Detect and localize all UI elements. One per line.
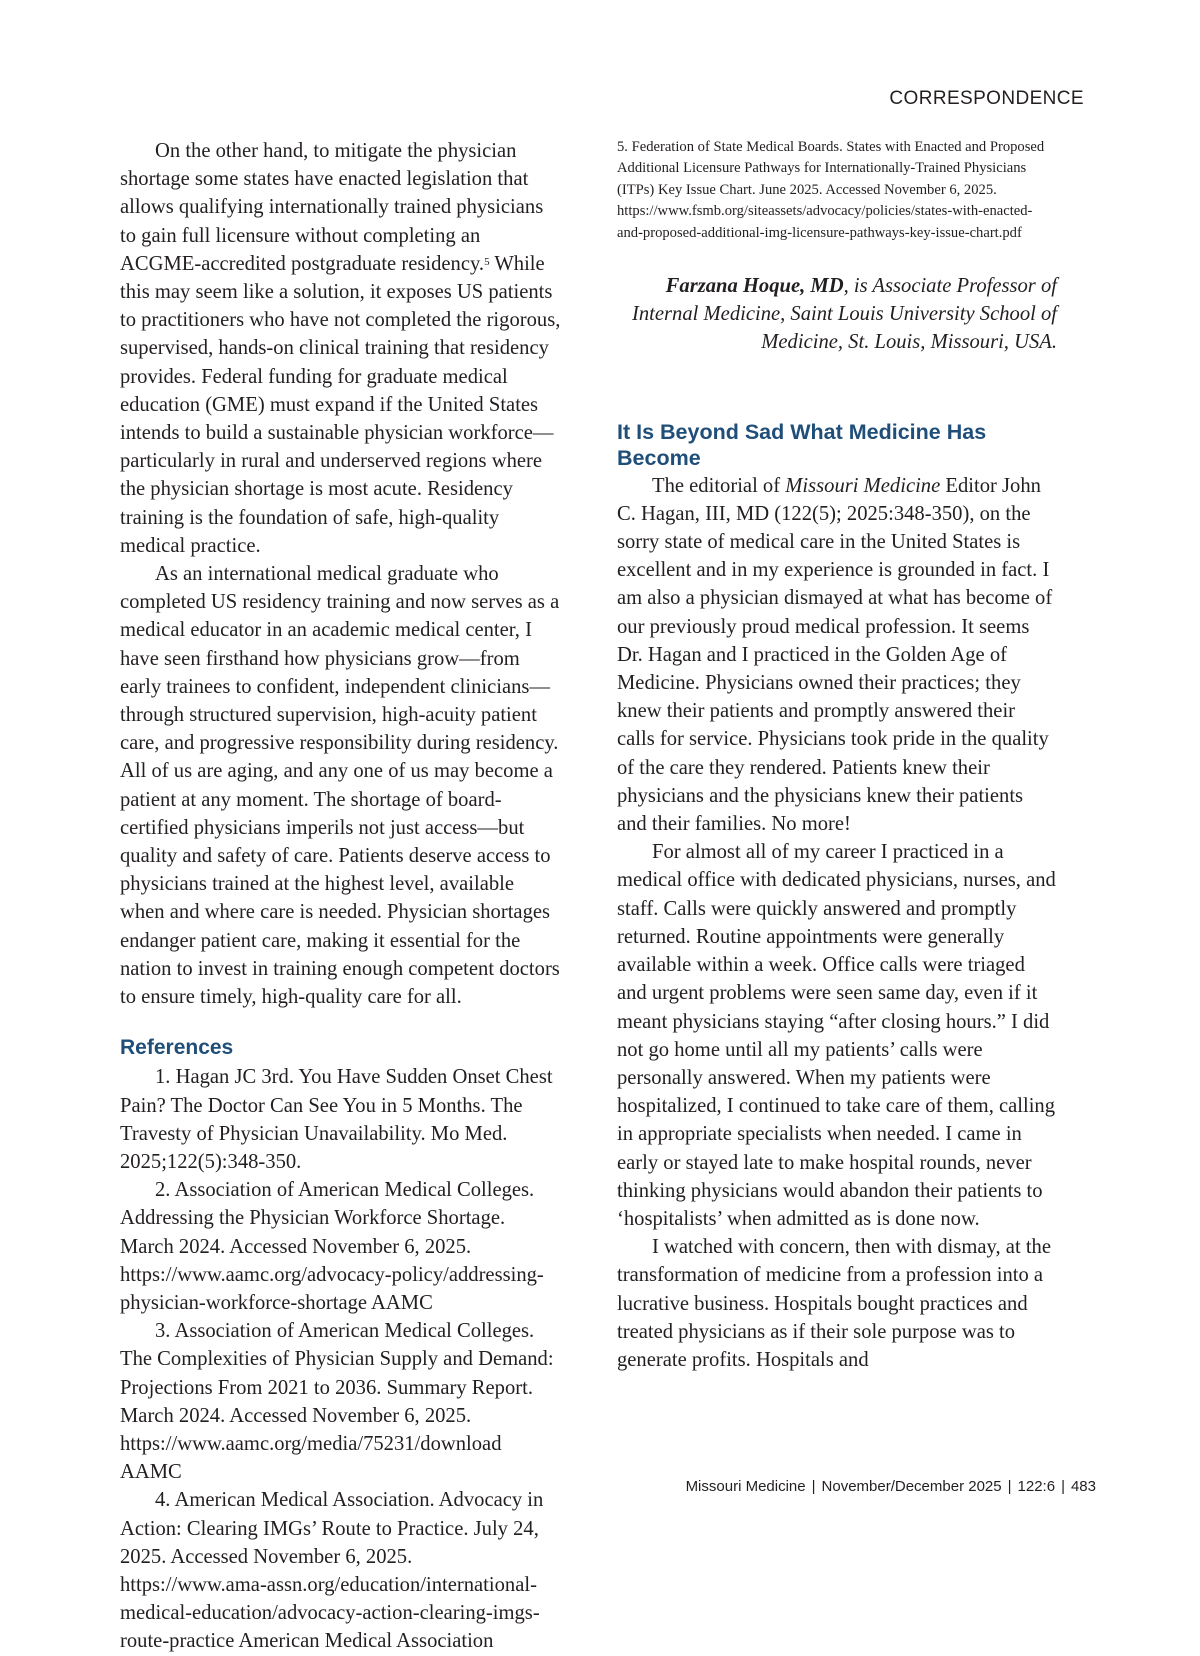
page-footer [686, 1478, 1096, 1495]
author-affiliation: , is Associate Professor of Internal Medicine, Saint Louis University School of Medicine, St. Louis, Missouri, USA. [632, 275, 1057, 354]
body-paragraph: For almost all of my career I practiced in a medical office with dedicated physicians, nurses, and staff. Calls were quickly answered and promptly returned. Routine appointments were generally available within a week. Office calls were triaged and urgent problems were seen same day, even if it meant physicians staying “after closing hours.” I did not go home until all my patients’ calls were personally answered. When my patients were hospitalized, I continued to take care of them, calling in appropriate specialists when needed. I came in early or stayed late to make hospital rounds, never thinking physicians would abandon their patients to ‘hospitalists’ when admitted as is done now. [617, 841, 1056, 1230]
body-paragraph: As an international medical graduate who completed US residency training and now serves as a medical educator in an academic medical center, I have seen firsthand how physicians grow—from early trainees to confident, independent clinicians—through structured supervision, high-acuity patient care, and progressive responsibility during residency. All of us are aging, and any one of us may become a patient at any moment. The shortage of board-certified physicians imperils not just access—but quality and safety of care. Patients deserve access to physicians trained at the highest level, available when and where care is needed. Physician shortages endanger patient care, making it essential for the nation to invest in training enough competent doctors to ensure timely, high-quality care for all. [120, 563, 560, 1009]
paragraph-text: On the other hand, to mitigate the physician shortage some states have enacted legislation that allows qualifying internationally trained physicians to gain full licensure without completing an ACGME-accredited postgraduate residency. [120, 140, 544, 275]
right-column [617, 137, 1057, 1374]
paragraph-text: The editorial of [652, 474, 786, 497]
body-paragraph [617, 472, 1057, 839]
body-paragraph [120, 137, 562, 560]
section-label: CORRESPONDENCE [889, 88, 1084, 109]
reference-item[interactable]: 5. Federation of State Medical Boards. States with Enacted and Proposed Additional Licensure Pathways for Internationally-Trained Physicians (ITPs) Key Issue Chart. June 2025. Accessed November 6, 2025. https://www.fsmb.org/siteassets/advocacy/policies/states-with-enacted-and-proposed-additional-img-licensure-pathways-key-issue-chart.pdf [617, 139, 1045, 241]
reference-item[interactable]: 3. Association of American Medical Colleges. The Complexities of Physician Supply and Demand: Projections From 2021 to 2036. Summary Report. March 2024. Accessed November 6, 2025. https://www.aamc.org/media/75231/download AAMC [120, 1320, 554, 1484]
body-paragraph: I watched with concern, then with dismay, at the transformation of medicine from a profession into a lucrative business. Hospitals bought practices and treated physicians as if their sole purpose was to generate profits. Hospitals and [617, 1236, 1051, 1371]
left-column [120, 137, 562, 1656]
page-number: 483 [1070, 1478, 1096, 1495]
footer-issue-date: November/December 2025 [821, 1478, 1002, 1495]
reference-item[interactable]: 4. American Medical Association. Advocacy in Action: Clearing IMGs’ Route to Practice. July 24, 2025. Accessed November 6, 2025. https://www.ama-assn.org/education/international-medical-education/advocacy-action-clearing-imgs-route-practice American Medical Association [120, 1489, 544, 1653]
author-bio [617, 272, 1057, 357]
journal-name: Missouri Medicine [785, 474, 941, 497]
reference-item[interactable]: 2. Association of American Medical Colleges. Addressing the Physician Workforce Shortage. March 2024. Accessed November 6, 2025. https://www.aamc.org/advocacy-policy/addressing-physician-workforce-shortage AAMC [120, 1179, 544, 1314]
footer-separator: | [1007, 1478, 1012, 1495]
reference-superscript[interactable]: 5 [484, 255, 490, 268]
article-title: It Is Beyond Sad What Medicine Has Become [617, 419, 987, 471]
paragraph-text: Editor John C. Hagan, III, MD (122(5); 2025:348-350), on the sorry state of medical care in the United States is excellent and in my experience is grounded in fact. I am also a physician dismayed at what has become of our previously proud medical profession. It seems Dr. Hagan and I practiced in the Golden Age of Medicine. Physicians owned their practices; they knew their patients and promptly answered their calls for service. Physicians took pride in the quality of the care they rendered. Patients knew their physicians and the physicians knew their patients and their families. No more! [617, 474, 1053, 836]
author-name: Farzana Hoque, MD [665, 275, 844, 298]
references-heading: References [120, 1036, 234, 1060]
footer-volume: 122:6 [1017, 1478, 1056, 1495]
paragraph-text: While this may seem like a solution, it exposes US patients to practitioners who have not completed the rigorous, supervised, hands-on clinical training that residency provides. Federal funding for graduate medical education (GME) must expand if the United States intends to build a sustainable physician workforce—particularly in rural and underserved regions where the physician shortage is most acute. Residency training is the foundation of safe, high-quality medical practice. [120, 252, 561, 557]
footer-separator: | [1061, 1478, 1065, 1495]
footer-journal: Missouri Medicine [685, 1478, 806, 1495]
reference-item: 1. Hagan JC 3rd. You Have Sudden Onset Chest Pain? The Doctor Can See You in 5 Months. The Travesty of Physician Unavailability. Mo Med. 2025;122(5):348-350. [120, 1066, 553, 1173]
footer-separator: | [811, 1478, 816, 1495]
article-body [617, 472, 1057, 1375]
